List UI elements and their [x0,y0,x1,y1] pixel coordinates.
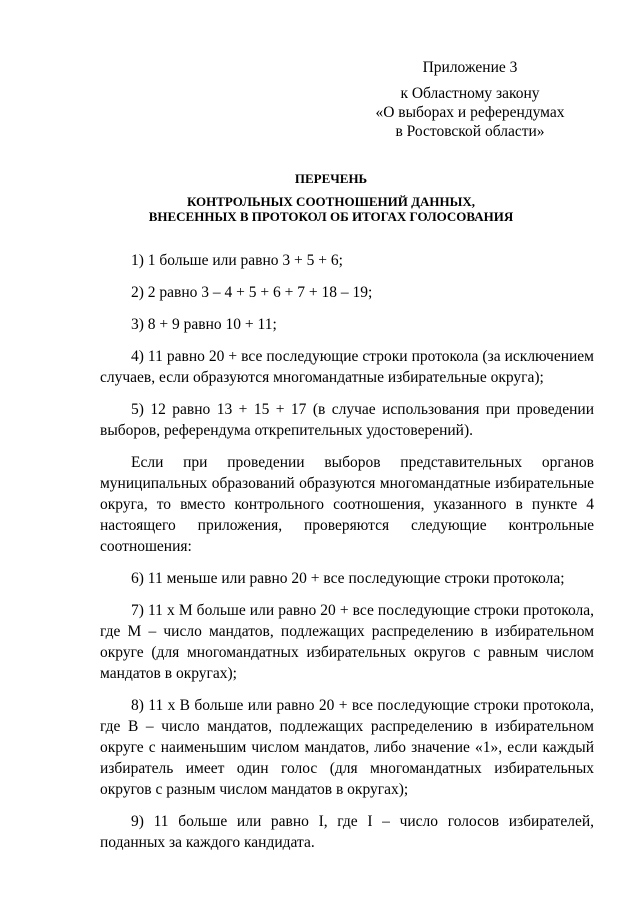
list-item: 7) 11 х М больше или равно 20 + все последующие строки протокола, где М – число мандатов, подлежащих распределению в избирательном округе (для многомандатных избирательных округов с равным числом мандатов в округах); [100,602,594,682]
list-item: 4) 11 равно 20 + все последующие строки протокола (за исключением случаев, если образуются многомандатные избирательные округа); [100,348,594,386]
document-body [100,250,594,864]
annex-line-3: в Ростовской области» [395,123,545,140]
heading-subtitle-2: ВНЕСЕННЫХ В ПРОТОКОЛ ОБ ИТОГАХ ГОЛОСОВАНИЯ [148,209,514,224]
list-item: 2) 2 равно 3 – 4 + 5 + 6 + 7 + 18 – 19; [131,284,373,301]
list-item: 6) 11 меньше или равно 20 + все последующие строки протокола; [131,570,565,587]
list-item: 9) 11 больше или равно I, где I – число голосов избирателей, поданных за каждого кандидата. [100,813,594,851]
paragraph: Если при проведении выборов представительных органов муниципальных образований образуются многомандатные избирательные округа, то вместо контрольного соотношения, указанного в пункте 4 настоящего приложения, проверяются следующие контрольные соотношения: [100,454,594,555]
heading-subtitle-1: КОНТРОЛЬНЫХ СООТНОШЕНИЙ ДАННЫХ, [186,193,476,209]
list-item: 8) 11 х В больше или равно 20 + все последующие строки протокола, где В – число мандатов, подлежащих распределению в избирательном округе с наименьшим числом мандатов, либо значение «1», если каждый избиратель имеет один голос (для многомандатных избирательных округов с разным числом мандатов в округах); [100,697,594,798]
annex-block [360,58,580,141]
annex-line-1: к Областному закону [400,85,540,102]
document-heading [100,171,562,225]
list-item: 5) 12 равно 13 + 15 + 17 (в случае использования при проведении выборов, референдума открепительных удостоверений). [100,401,594,439]
annex-title: Приложение 3 [422,59,518,76]
annex-line-2: «О выборах и референдумах [375,104,565,121]
heading-title: ПЕРЕЧЕНЬ [294,171,368,186]
list-item: 3) 8 + 9 равно 10 + 11; [131,316,277,333]
list-item: 1) 1 больше или равно 3 + 5 + 6; [131,252,343,269]
